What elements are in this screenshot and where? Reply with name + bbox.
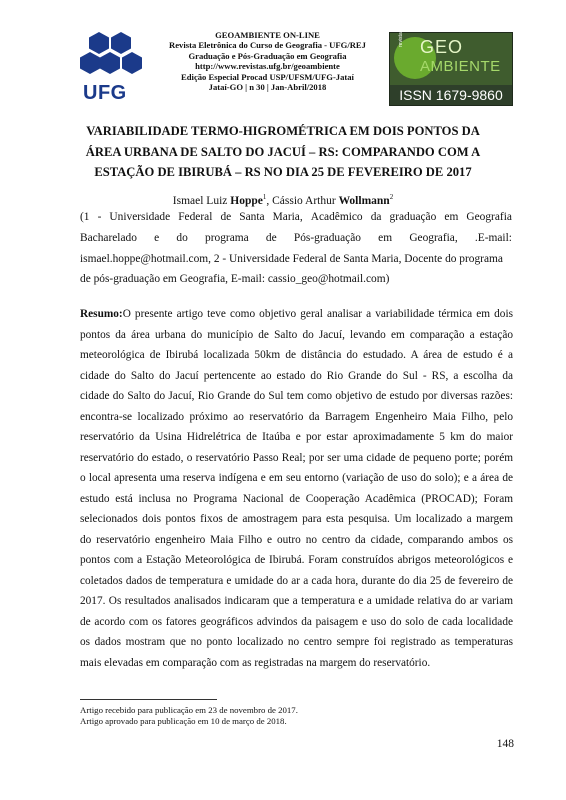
abstract-text: mais elevadas em comparação com as registradas na margem do reservatório. (80, 656, 431, 669)
abstract-text: estudo está inclusa no Programa Nacional de Cooperação Acadêmica (PROCAD); Foram (80, 492, 513, 505)
abstract-text: coletados dados de temperatura e umidade do ar a cada hora, durante do dia 25 de fevereiro de (80, 574, 513, 587)
abstract-line (80, 591, 513, 612)
affiliation-word: de (220, 211, 232, 223)
journal-info (145, 30, 390, 92)
affiliation-word: e (154, 231, 160, 244)
affiliation-word: em (378, 231, 393, 244)
abstract-text: cidade do Salto do Jacuí, Rio Grande do Sul tem como objetivo de estudo por diversas razões: (80, 390, 513, 402)
journal-edition: Edição Especial Procad USP/UFSM/UFG-Jataí (181, 71, 354, 82)
ufg-logo (79, 30, 145, 106)
abstract-line (80, 345, 513, 366)
abstract-text: pontos da área urbana do município de Salto do Jacuí, levando em comparação a estação (80, 328, 513, 341)
journal-subtitle: Revista Eletrônica do Curso de Geografia - UFG/REJ (169, 40, 366, 51)
title-line: ESTAÇÃO DE IBIRUBÁ – RS NO DIA 25 DE FEVEREIRO DE 2017 (94, 165, 472, 179)
logo-ambiente-text: AMBIENTE (420, 58, 501, 75)
abstract-line (80, 632, 513, 653)
affiliation-word: em (444, 211, 459, 223)
affiliation-word: Universidade (109, 211, 171, 223)
abstract-text: cidade do Salto do Jacuí pertencente ao estado do Rio Grande do Sul - RS, a escolha da (80, 369, 513, 382)
abstract-text: meteorológica de Ibirubá localizada 50km de distância do estudado. A área de estudo é a (80, 349, 513, 361)
affiliation-line (80, 207, 512, 228)
affiliation-word: Maria, (272, 211, 303, 223)
author-given-name: Ismael Luiz (172, 194, 231, 207)
journal-header (79, 30, 511, 106)
abstract-text: pontos com a Estação Meteorológica de Ibirubá. Foram construídos abrigos meteorológicos e (80, 554, 513, 566)
affiliation-word: programa (205, 231, 249, 244)
abstract-line (80, 427, 513, 448)
logo-geo-text: GEO (420, 37, 464, 57)
abstract-text: de acordo com os fatores geográficos advindos da paisagem e uso do solo de cada localidade (80, 615, 513, 628)
abstract-line (80, 653, 513, 674)
affiliation-word: Geografia, (409, 231, 458, 244)
footnote-approved: Artigo aprovado para publicação em 10 de março de 2018. (80, 716, 287, 726)
footnote-received: Artigo recebido para publicação em 23 de novembro de 2017. (80, 705, 298, 715)
abstract-line (80, 407, 513, 428)
journal-url: http://www.revistas.ufg.br/geoambiente (195, 61, 340, 72)
footnote-divider (80, 699, 217, 700)
author-affiliation-mark: 1 (262, 193, 267, 201)
affiliation-word: (1 (80, 211, 90, 223)
abstract-line (80, 571, 513, 592)
abstract-text: selecionados dois pontos fixos de amostragem para esta pesquisa. Um localizado a margem (80, 513, 513, 525)
abstract-line (80, 304, 513, 325)
affiliation-word: de (265, 231, 277, 244)
page-number: 148 (496, 738, 514, 750)
abstract-line (80, 325, 513, 346)
abstract (80, 304, 513, 673)
author-affiliation-mark: 2 (389, 193, 394, 201)
affiliation-word: Santa (239, 211, 265, 223)
geoambiente-logo (389, 32, 513, 106)
ufg-hexagon-icon (79, 30, 145, 82)
journal-program: Graduação e Pós-Graduação em Geografia (188, 50, 347, 61)
issn-label: ISSN 1679-9860 (399, 87, 503, 103)
footnotes (80, 705, 510, 727)
abstract-line (80, 468, 513, 489)
abstract-line (80, 448, 513, 469)
logo-revista-label: revista (398, 32, 404, 47)
affiliation-word: Bacharelado (80, 231, 137, 244)
abstract-line (80, 366, 513, 387)
affiliation-word: Pós-graduação (293, 231, 361, 244)
abstract-line (80, 550, 513, 571)
title-line: VARIABILIDADE TERMO-HIGROMÉTRICA EM DOIS PONTOS DA (86, 124, 480, 138)
journal-issue: Jataí-GO | n 30 | Jan-Abril/2018 (208, 82, 327, 93)
abstract-text: reservatório da Usina Hidrelétrica de Itaúba e por estar aproximadamente 5 km do maior (80, 431, 513, 443)
abstract-text: 2017. Os resultados analisados indicaram que a temperatura e a umidade relativa do ar variam (80, 595, 513, 607)
affiliation-word: da (370, 211, 382, 223)
author-separator: , (266, 194, 273, 207)
abstract-text: encontra-se localizado próximo ao reservatório da Barragem Engenheiro Maia Filho, pelo (80, 410, 513, 423)
abstract-line (80, 612, 513, 633)
author-list (40, 189, 526, 209)
author-given-name: Cássio Arthur (272, 194, 339, 207)
affiliation-line: ismael.hoppe@hotmail.com, 2 - Universidade Federal de Santa Maria, Docente do programa (80, 252, 503, 265)
abstract-line (80, 509, 513, 530)
abstract-line (80, 530, 513, 551)
article-title (40, 121, 526, 183)
abstract-text: os dados mostram que no ponto localizado no centro sempre foi registrado as temperaturas (80, 636, 513, 648)
title-line: ÁREA URBANA DE SALTO DO JACUÍ – RS: COMPARANDO COM A (85, 144, 481, 159)
abstract-text: O presente artigo teve como objetivo geral analisar a variabilidade térmica em dois (122, 308, 513, 320)
affiliation-word: Acadêmico (310, 211, 363, 223)
affiliation-word: - (97, 211, 102, 223)
affiliation-line: de pós-graduação em Geografia, E-mail: cassio_geo@hotmail.com) (80, 273, 390, 286)
affiliation-line (80, 228, 512, 249)
abstract-line (80, 489, 513, 510)
affiliation-word: Federal (178, 211, 213, 223)
abstract-text: reservatório do estado, o reservatório Passo Real; por ser uma cidade de pequeno porte; porém (80, 451, 513, 464)
affiliation-word: .E-mail: (474, 231, 512, 244)
affiliation-word: do (176, 231, 188, 244)
author-family-name: Wollmann (338, 194, 390, 207)
ufg-logo-text: UFG (83, 82, 127, 104)
affiliation-word: graduação (389, 211, 437, 223)
abstract-text: o local apresenta uma reserva indígena e em seu entorno (variação de uso do solo); e a área de (80, 472, 513, 484)
abstract-line (80, 386, 513, 407)
affiliation-word: Geografia (466, 211, 512, 223)
affiliations (80, 207, 512, 290)
abstract-text: do reservatório engenheiro Maia Filho e outro no centro da cidade, comparando ambos os (80, 533, 513, 546)
abstract-label: Resumo: (80, 308, 123, 320)
journal-name: GEOAMBIENTE ON-LINE (215, 30, 320, 40)
author-family-name: Hoppe (230, 194, 263, 207)
